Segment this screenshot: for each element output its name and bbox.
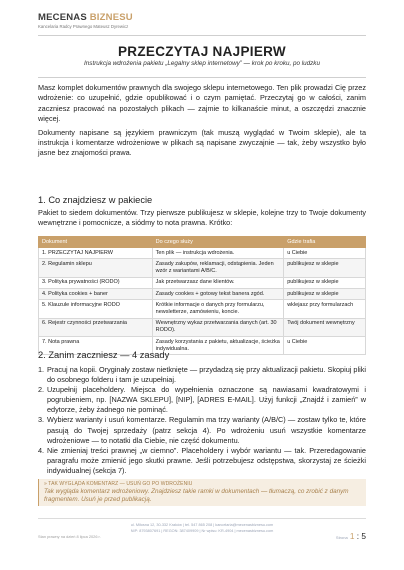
table-cell: u Ciebie bbox=[284, 248, 366, 259]
table-cell: u Ciebie bbox=[284, 337, 366, 355]
table-header-document: Dokument bbox=[39, 237, 153, 248]
page-current: 1 bbox=[349, 531, 355, 541]
page-label: Strona bbox=[335, 535, 348, 540]
table-cell: 5. Klauzule informacyjne RODO bbox=[39, 300, 153, 318]
page-separator: : bbox=[354, 531, 362, 541]
tagline: Kancelaria Radcy Prawnego Mateusz Dyrewicz bbox=[38, 24, 129, 29]
logo bbox=[38, 12, 133, 23]
section-1-heading: 1. Co znajdziesz w pakiecie bbox=[38, 195, 153, 205]
table-header-row bbox=[39, 237, 366, 248]
table-cell: Wewnętrzny wykaz przetwarzania danych (art. 30 RODO). bbox=[152, 318, 284, 336]
table-cell: 4. Polityka cookies + baner bbox=[39, 289, 153, 300]
page-subtitle: Instrukcja wdrożenia pakietu „Legalny sklep internetowy” — krok po kroku, po ludzku bbox=[84, 60, 320, 67]
documents-table bbox=[38, 236, 366, 355]
table-cell: Ten plik — instrukcja wdrożenia. bbox=[152, 248, 284, 259]
page-title: PRZECZYTAJ NAJPIERW bbox=[118, 44, 286, 59]
list-item-number: 4. bbox=[38, 445, 45, 455]
table-header-destination: Gdzie trafia bbox=[284, 237, 366, 248]
page-total: 5 bbox=[361, 531, 366, 541]
list-item-text: Pracuj na kopii. Oryginały zostaw nietknięte — przydadzą się przy aktualizacji pakietu. Skopiuj pliki do osobnego folderu i tam je uzupełniaj. bbox=[47, 365, 366, 385]
table-header-purpose: Do czego służy bbox=[152, 237, 284, 248]
list-item-text: Uzupełnij placeholdery. Miejsca do wypełnienia oznaczone są nawiasami kwadratowymi i pogrubieniem, np. [NAZWA SKLEPU], [NIP], [ADRES E-MAIL]. Użyj funkcji „Znajdź i zamień” w edytorze, żeby żadnego nie pominąć. bbox=[47, 385, 366, 415]
table-cell: 7. Nota prawna bbox=[39, 337, 153, 355]
logo-accent-text: BIZNESU bbox=[89, 12, 133, 23]
table-cell: wklejasz przy formularzach bbox=[284, 300, 366, 318]
rules-list bbox=[38, 365, 366, 476]
list-item-text: Wybierz warianty i usuń komentarze. Regulamin ma trzy warianty (A/B/C) — zostaw tylko te, które pasują do Twojej sprzedaży (patrz sekcja 4). Po wdrożeniu usuń wszystkie komentarze wdrożeniowe — to notatki dla Ciebie, nie część dokumentu. bbox=[47, 415, 366, 445]
section-1-text: Pakiet to siedem dokumentów. Trzy pierwsze publikujesz w sklepie, kolejne trzy to Twoje dokumenty wewnętrzne i pomocnicze, a siódmy to nota prawna. Krótko: bbox=[38, 208, 366, 228]
comment-callout-text: Tak wygląda komentarz wdrożeniowy. Znajdziesz takie ramki w dokumentach — tłumaczą, co zrobić z danym fragmentem. Usuń je przed publikacją. bbox=[44, 487, 349, 503]
table-cell: 2. Regulamin sklepu bbox=[39, 259, 153, 277]
comment-callout bbox=[38, 479, 366, 506]
table-cell: Zasady cookies + gotowy tekst banera zgód. bbox=[152, 289, 284, 300]
intro-paragraph-1: Masz komplet dokumentów prawnych dla swojego sklepu internetowego. Ten plik prowadzi Cię przez wdrożenie: co uzupełnić, gdzie opublikować i o czym pamiętać. Przeczytaj go w całości, zanim zaczniesz pracować na pozostałych plikach — zajmie to kilkanaście minut, a oszczędzi znacznie więcej. bbox=[38, 83, 366, 124]
table-cell: Jak przetwarzasz dane klientów. bbox=[152, 277, 284, 288]
header-divider bbox=[38, 35, 366, 36]
table-row bbox=[39, 289, 366, 300]
list-item bbox=[38, 365, 366, 385]
list-item-number: 1. bbox=[38, 365, 45, 374]
brand-block bbox=[38, 12, 133, 30]
table-cell: publikujesz w sklepie bbox=[284, 277, 366, 288]
footer-contact-line-2: NIP: 8793807691 | REGON: 387409909 | Nr wpisu: KR-4904 | mecenasbiznesu.com bbox=[130, 529, 274, 533]
table-row bbox=[39, 259, 366, 277]
legal-state-date: Stan prawny na dzień 8 lipca 2026 r. bbox=[38, 534, 101, 539]
list-item-text: Nie zmieniaj treści prawnej „w ciemno”. Placeholdery i wybór wariantu — tak. Przeredagowanie paragrafu może zmienić jego skutki prawne. Jeśli potrzebujesz odstępstwa, skorzystaj ze ścieżki indywidualnej (sekcja 7). bbox=[47, 445, 366, 475]
table-cell: 3. Polityka prywatności (RODO) bbox=[39, 277, 153, 288]
title-divider bbox=[38, 77, 366, 78]
table-row bbox=[39, 248, 366, 259]
list-item-number: 3. bbox=[38, 415, 45, 425]
table-row bbox=[39, 318, 366, 336]
table-row bbox=[39, 277, 366, 288]
table-cell: publikujesz w sklepie bbox=[284, 289, 366, 300]
table-cell: Zasady zakupów, reklamacji, odstąpienia. Jeden wzór z wariantami A/B/C. bbox=[152, 259, 284, 277]
page-number bbox=[336, 531, 366, 543]
footer-contact-line-1: ul. Miłosna 12, 30-332 Kraków | tel. 547 865 208 | kancelaria@mecenasbiznesu.com bbox=[130, 523, 274, 527]
list-item bbox=[38, 415, 366, 445]
table-row bbox=[39, 300, 366, 318]
table-cell: 6. Rejestr czynności przetwarzania bbox=[39, 318, 153, 336]
table-cell: Zasady korzystania z pakietu, aktualizacje, ścieżka indywidualna. bbox=[152, 337, 284, 355]
footer-divider bbox=[38, 518, 366, 519]
table-cell: Krótkie informacje o danych przy formularzu, newsletterze, zamówieniu, koncie. bbox=[152, 300, 284, 318]
table-cell: Twój dokument wewnętrzny bbox=[284, 318, 366, 336]
intro bbox=[38, 83, 366, 162]
table-cell: publikujesz w sklepie bbox=[284, 259, 366, 277]
table-cell: 1. PRZECZYTAJ NAJPIERW bbox=[39, 248, 153, 259]
list-item bbox=[38, 385, 366, 415]
intro-paragraph-2: Dokumenty napisane są językiem prawniczym (tak muszą wyglądać w Twoim sklepie), ale ta instrukcja i komentarze wdrożeniowe w plikach są napisane zwyczajnie — tak, żeby wszystko było jasne bez znajomości prawa. bbox=[38, 127, 366, 158]
logo-main-text: MECENAS bbox=[38, 12, 87, 23]
section-2-heading: 2. Zanim zaczniesz — 4 zasady bbox=[38, 350, 170, 360]
comment-callout-heading: » TAK WYGLĄDA KOMENTARZ — USUŃ GO PO WDROŻENIU bbox=[44, 481, 193, 487]
list-item bbox=[38, 446, 366, 476]
list-item-number: 2. bbox=[38, 385, 45, 395]
